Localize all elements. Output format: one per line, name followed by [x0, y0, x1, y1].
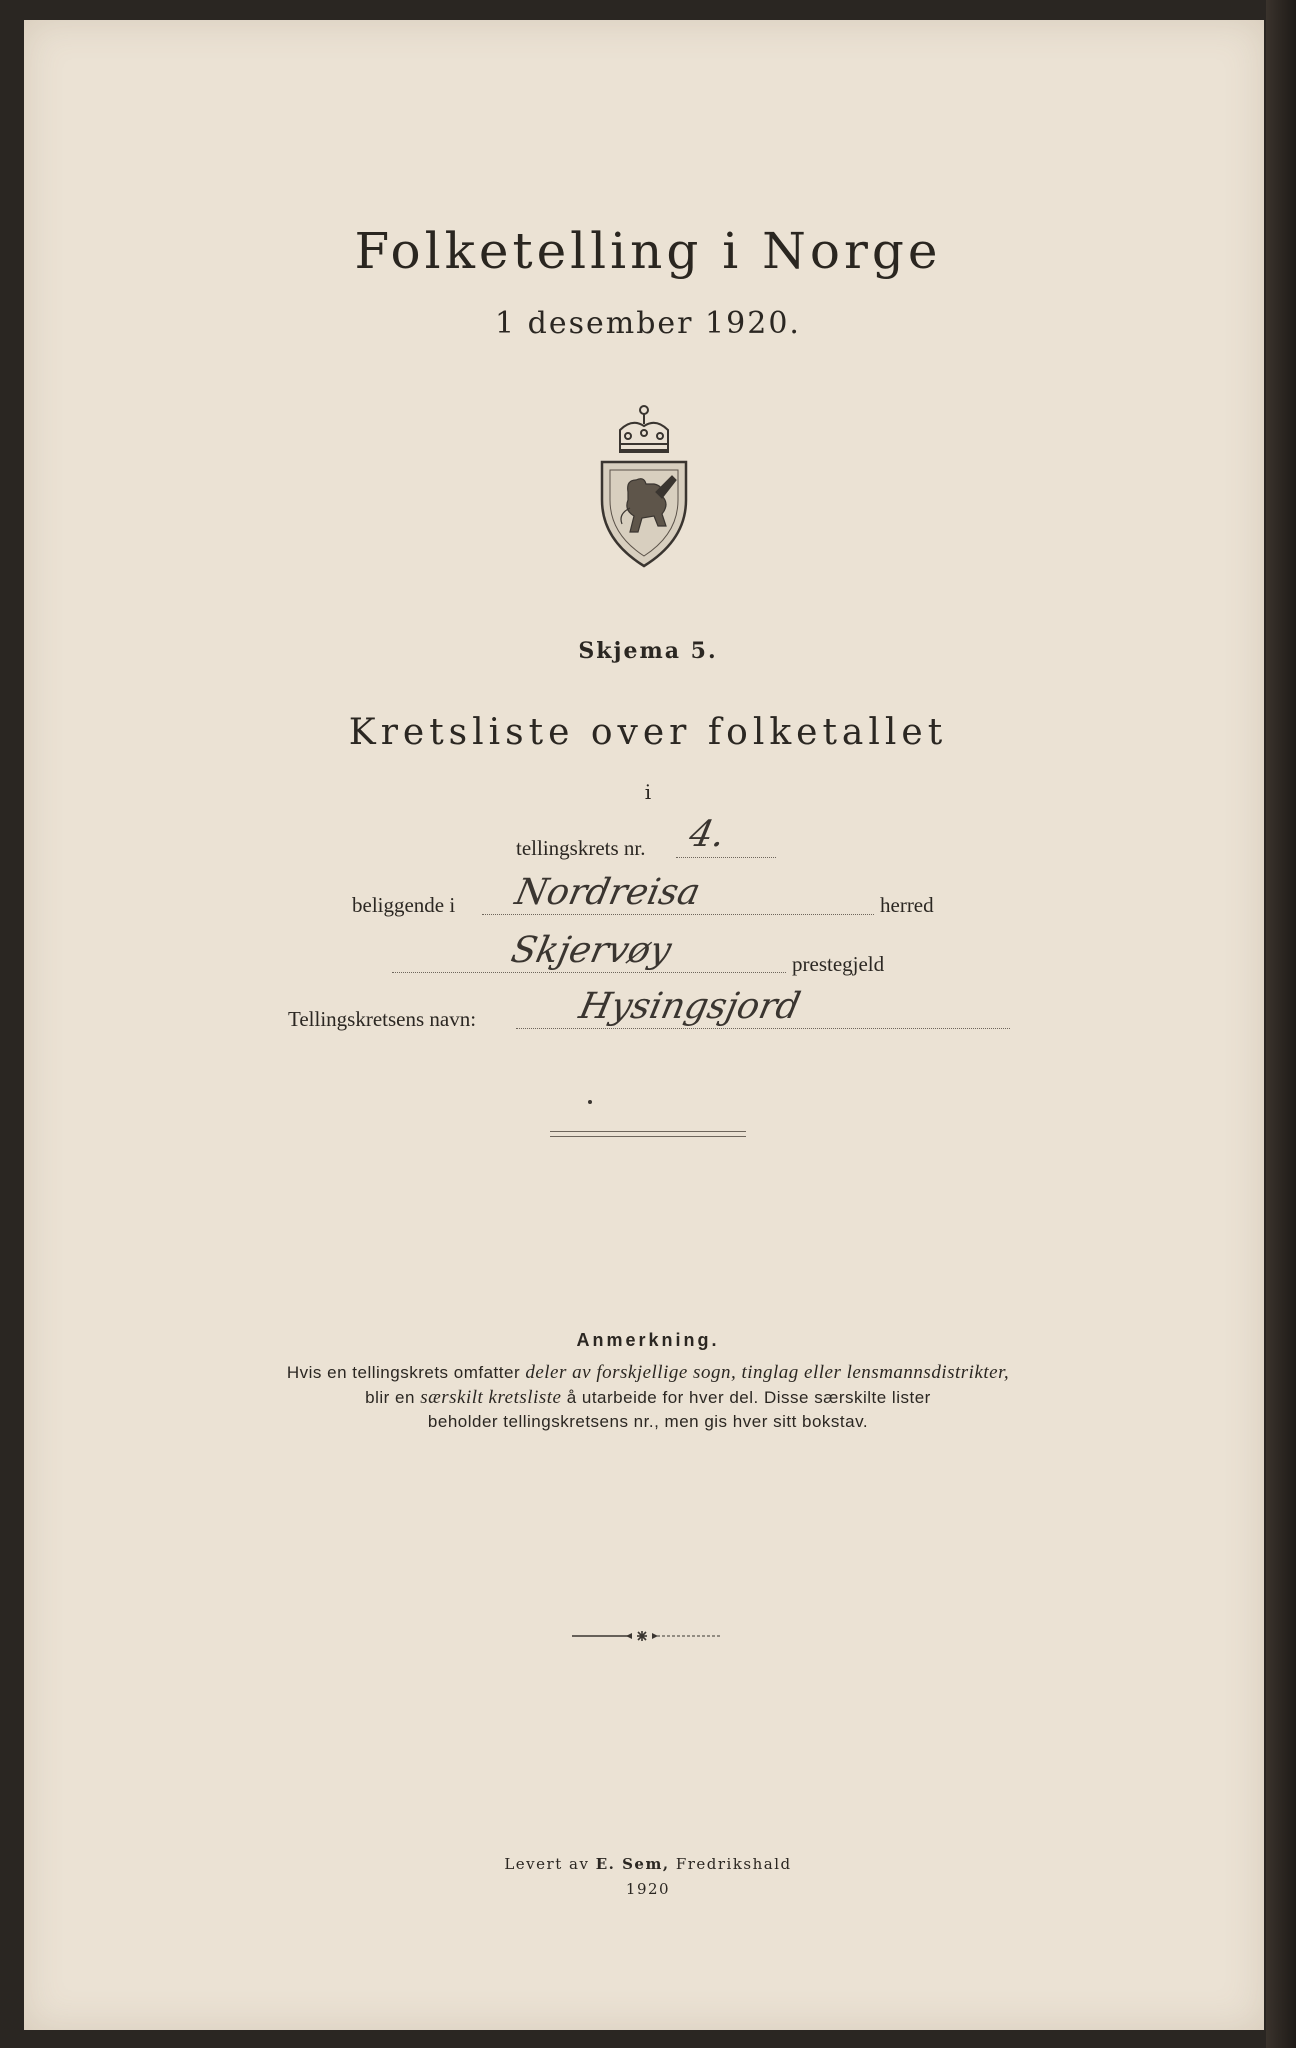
note-line-2	[0, 1387, 1296, 1409]
form-heading: Kretsliste over folketallet	[348, 712, 948, 753]
printer-credit-c: Fredrikshald	[669, 1855, 792, 1873]
field-line-beliggende	[482, 914, 874, 915]
note-line-2-text-c: å utarbeide for hver del. Disse særskilte lister	[561, 1388, 931, 1407]
field-suffix-herred: herred	[880, 893, 934, 917]
field-label-kretsnavn: Tellingskretsens navn:	[288, 1007, 477, 1031]
field-value-prestegjeld[interactable]: Skjervøy	[507, 930, 675, 971]
pen-dot	[588, 1100, 592, 1104]
page-title: Folketelling i Norge	[354, 222, 942, 280]
note-heading: Anmerkning.	[576, 1330, 720, 1350]
divider-line	[550, 1131, 746, 1132]
note-line-2-text-a: blir en	[365, 1388, 421, 1407]
census-date: 1 desember 1920.	[495, 306, 801, 341]
norwegian-coat-of-arms-icon	[592, 400, 696, 570]
note-line-2-emphasis: særskilt kretsliste	[420, 1387, 562, 1408]
printer-credit	[0, 1855, 1296, 1873]
note-line-3: beholder tellingskretsens nr., men gis hver sitt bokstav.	[427, 1412, 869, 1431]
field-label-tellingskrets: tellingskrets nr.	[516, 836, 646, 860]
field-suffix-prestegjeld: prestegjeld	[792, 952, 885, 976]
field-line-tellingskrets	[676, 857, 776, 858]
note-line-1-emphasis: deler av forskjellige sogn, tinglag eller lensmannsdistrikter,	[525, 1362, 1010, 1383]
schema-number: Skjema 5.	[578, 638, 718, 664]
ornament-divider-icon	[572, 1630, 722, 1642]
printer-year: 1920	[625, 1880, 671, 1898]
field-line-prestegjeld	[392, 972, 786, 973]
field-label-beliggende: beliggende i	[352, 893, 456, 917]
preposition-i: i	[644, 780, 652, 804]
note-line-1-text: Hvis en tellingskrets omfatter	[286, 1363, 526, 1382]
printer-name: E. Sem,	[595, 1855, 670, 1873]
field-value-herred[interactable]: Nordreisa	[511, 872, 704, 913]
field-value-tellingskrets[interactable]: 4.	[685, 814, 729, 855]
field-line-kretsnavn	[516, 1028, 1010, 1029]
printer-credit-a: Levert av	[504, 1855, 596, 1873]
field-value-kretsnavn[interactable]: Hysingsjord	[575, 986, 804, 1027]
divider-line-double	[550, 1136, 746, 1137]
note-line-1	[0, 1362, 1296, 1384]
